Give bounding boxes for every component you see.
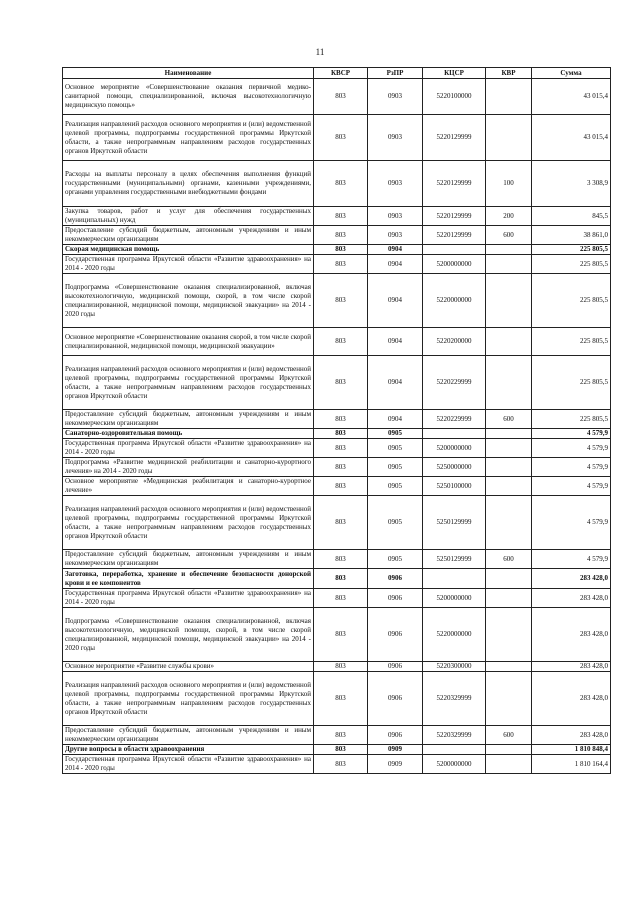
row-sum: 225 805,5 [532,274,611,328]
header-sum: Сумма [532,68,611,79]
row-kcsr: 5220100000 [423,79,486,115]
row-sum: 38 861,0 [532,226,611,245]
row-kcsr: 5220000000 [423,274,486,328]
table-row [63,569,611,589]
row-name: Предоставление субсидий бюджетным, автономным учреждениям и иным некоммерческим организациям [63,226,314,245]
row-kvr [486,745,532,755]
row-kcsr: 5200000000 [423,755,486,774]
row-name: Основное мероприятие «Развитие службы крови» [63,662,314,672]
table-row [63,226,611,245]
row-kvr [486,429,532,439]
table-row [63,608,611,662]
table-row [63,328,611,356]
header-kcsr: КЦСР [423,68,486,79]
row-sum: 43 015,4 [532,79,611,115]
row-kvr [486,569,532,589]
row-name: Подпрограмма «Совершенствование оказания специализированной, включая высокотехнологичную, медицинской помощи, скорой, в том числе скорой специализированной, медицинской помощи, медицинской эвакуации» на 2014 - 2020 годы [63,274,314,328]
row-kvsr: 803 [314,328,368,356]
row-kvsr: 803 [314,608,368,662]
row-name: Государственная программа Иркутской области «Развитие здравоохранения» на 2014 - 2020 годы [63,439,314,458]
table-header-row [63,68,611,79]
row-name: Заготовка, переработка, хранение и обеспечение безопасности донорской крови и ее компонентов [63,569,314,589]
table-row [63,589,611,608]
row-rzpr: 0906 [368,608,423,662]
row-kcsr [423,429,486,439]
row-kvr: 600 [486,550,532,569]
row-sum: 225 805,5 [532,245,611,255]
row-kvsr: 803 [314,410,368,429]
row-rzpr: 0904 [368,328,423,356]
row-kcsr: 5200000000 [423,255,486,274]
row-kvsr: 803 [314,755,368,774]
row-sum: 283 428,0 [532,672,611,726]
row-name: Предоставление субсидий бюджетным, автономным учреждениям и иным некоммерческим организациям [63,726,314,745]
row-name: Предоставление субсидий бюджетным, автономным учреждениям и иным некоммерческим организациям [63,410,314,429]
row-kcsr: 5220000000 [423,608,486,662]
row-kcsr: 5220200000 [423,328,486,356]
table-row [63,550,611,569]
row-kvr [486,328,532,356]
row-kvr: 600 [486,726,532,745]
row-rzpr: 0909 [368,745,423,755]
row-rzpr: 0904 [368,356,423,410]
row-name: Другие вопросы в области здравоохранения [63,745,314,755]
row-name: Подпрограмма «Развитие медицинской реабилитации и санаторно-курортного лечения» на 2014 - 2020 годы [63,458,314,477]
table-row [63,439,611,458]
row-kvsr: 803 [314,745,368,755]
row-rzpr: 0906 [368,726,423,745]
row-kvsr: 803 [314,115,368,161]
row-rzpr: 0904 [368,255,423,274]
row-kvr: 200 [486,207,532,226]
row-kvsr: 803 [314,726,368,745]
row-kcsr: 5250100000 [423,477,486,496]
row-kvr: 600 [486,226,532,245]
row-name: Предоставление субсидий бюджетным, автономным учреждениям и иным некоммерческим организациям [63,550,314,569]
row-kvr [486,79,532,115]
row-sum: 4 579,9 [532,550,611,569]
row-rzpr: 0906 [368,569,423,589]
row-sum: 225 805,5 [532,328,611,356]
row-kcsr: 5200000000 [423,589,486,608]
row-kvsr: 803 [314,79,368,115]
row-kcsr: 5220329999 [423,672,486,726]
row-sum: 845,5 [532,207,611,226]
row-rzpr: 0906 [368,662,423,672]
row-name: Государственная программа Иркутской области «Развитие здравоохранения» на 2014 - 2020 годы [63,255,314,274]
row-kvsr: 803 [314,550,368,569]
row-name: Основное мероприятие «Совершенствование оказания первичной медико-санитарной помощи, специализированной, включая высокотехнологичную медицинскую помощь» [63,79,314,115]
table-row [63,458,611,477]
row-kcsr: 5220229999 [423,410,486,429]
row-kvsr: 803 [314,589,368,608]
row-kcsr: 5250129999 [423,496,486,550]
row-kcsr [423,745,486,755]
row-kcsr: 5220129999 [423,226,486,245]
table-row [63,79,611,115]
row-sum: 283 428,0 [532,662,611,672]
row-sum: 1 810 848,4 [532,745,611,755]
table-row [63,245,611,255]
row-kcsr [423,569,486,589]
table-row [63,429,611,439]
row-kvr [486,755,532,774]
row-rzpr: 0903 [368,161,423,207]
row-kcsr: 5250000000 [423,458,486,477]
table-row [63,477,611,496]
row-kvr [486,274,532,328]
row-rzpr: 0905 [368,550,423,569]
row-kvr [486,356,532,410]
header-kvr: КВР [486,68,532,79]
row-sum: 4 579,9 [532,458,611,477]
row-kvsr: 803 [314,429,368,439]
row-sum: 225 805,5 [532,356,611,410]
table-row [63,755,611,774]
row-name: Реализация направлений расходов основного мероприятия и (или) ведомственной целевой программы, подпрограммы государственной программы Иркутской области, а также непрограммным направлениям расходов государственных органов Иркутской области [63,496,314,550]
row-sum: 4 579,9 [532,496,611,550]
row-rzpr: 0903 [368,79,423,115]
table-row [63,662,611,672]
row-rzpr: 0904 [368,245,423,255]
row-kvr: 600 [486,410,532,429]
row-kvr [486,477,532,496]
table-row [63,161,611,207]
row-sum: 283 428,0 [532,569,611,589]
row-kvsr: 803 [314,245,368,255]
row-rzpr: 0906 [368,589,423,608]
row-rzpr: 0903 [368,115,423,161]
row-kcsr: 5200000000 [423,439,486,458]
row-name: Государственная программа Иркутской области «Развитие здравоохранения» на 2014 - 2020 годы [63,755,314,774]
row-kvsr: 803 [314,226,368,245]
row-rzpr: 0904 [368,410,423,429]
row-kcsr [423,245,486,255]
row-kvr [486,662,532,672]
row-sum: 4 579,9 [532,429,611,439]
row-rzpr: 0905 [368,429,423,439]
row-name: Санаторно-оздоровительная помощь [63,429,314,439]
row-rzpr: 0904 [368,274,423,328]
row-kcsr: 5220129999 [423,161,486,207]
row-sum: 4 579,9 [532,439,611,458]
header-kvsr: КВСР [314,68,368,79]
row-kvsr: 803 [314,662,368,672]
row-kvr [486,245,532,255]
row-kcsr: 5220229999 [423,356,486,410]
row-kvr: 100 [486,161,532,207]
row-kvsr: 803 [314,496,368,550]
row-kvr [486,608,532,662]
page-number: 11 [315,47,325,57]
row-rzpr: 0903 [368,207,423,226]
table-row [63,207,611,226]
row-kvsr: 803 [314,439,368,458]
row-name: Государственная программа Иркутской области «Развитие здравоохранения» на 2014 - 2020 годы [63,589,314,608]
row-sum: 283 428,0 [532,726,611,745]
row-kvsr: 803 [314,458,368,477]
row-name: Основное мероприятие «Совершенствование оказания скорой, в том числе скорой специализированной, медицинской помощи, медицинской эвакуации» [63,328,314,356]
row-name: Скорая медицинская помощь [63,245,314,255]
table-row [63,726,611,745]
row-kcsr: 5250129999 [423,550,486,569]
row-kvr [486,496,532,550]
row-sum: 225 805,5 [532,410,611,429]
row-kvr [486,672,532,726]
row-sum: 1 810 164,4 [532,755,611,774]
row-rzpr: 0905 [368,477,423,496]
row-kvsr: 803 [314,569,368,589]
row-rzpr: 0905 [368,496,423,550]
row-kvsr: 803 [314,161,368,207]
row-sum: 225 805,5 [532,255,611,274]
budget-table [62,67,611,774]
row-kvr [486,439,532,458]
row-kvsr: 803 [314,356,368,410]
table-row [63,672,611,726]
row-kvr [486,458,532,477]
row-sum: 3 308,9 [532,161,611,207]
row-kvsr: 803 [314,255,368,274]
row-kvr [486,589,532,608]
row-name: Реализация направлений расходов основного мероприятия и (или) ведомственной целевой программы, подпрограммы государственной программы Иркутской области, а также непрограммным направлениям расходов государственных органов Иркутской области [63,672,314,726]
row-kcsr: 5220129999 [423,115,486,161]
row-kvr [486,255,532,274]
row-kcsr: 5220329999 [423,726,486,745]
table-row [63,410,611,429]
row-kvsr: 803 [314,672,368,726]
table-row [63,255,611,274]
row-rzpr: 0906 [368,672,423,726]
row-sum: 283 428,0 [532,608,611,662]
row-name: Закупка товаров, работ и услуг для обеспечения государственных (муниципальных) нужд [63,207,314,226]
row-kvr [486,115,532,161]
row-rzpr: 0903 [368,226,423,245]
row-name: Основное мероприятие «Медицинская реабилитация и санаторно-курортное лечение» [63,477,314,496]
row-kcsr: 5220300000 [423,662,486,672]
table-row [63,496,611,550]
row-kvsr: 803 [314,207,368,226]
row-kvsr: 803 [314,274,368,328]
row-rzpr: 0909 [368,755,423,774]
row-sum: 43 015,4 [532,115,611,161]
row-name: Расходы на выплаты персоналу в целях обеспечения выполнения функций государственными (муниципальными) органами, казенными учреждениями, органами управления государственными внебюджетными фондами [63,161,314,207]
table-row [63,274,611,328]
row-sum: 4 579,9 [532,477,611,496]
row-kcsr: 5220129999 [423,207,486,226]
row-name: Реализация направлений расходов основного мероприятия и (или) ведомственной целевой программы, подпрограммы государственной программы Иркутской области, а также непрограммным направлениям расходов государственных органов Иркутской области [63,356,314,410]
table-row [63,356,611,410]
row-kvsr: 803 [314,477,368,496]
row-name: Реализация направлений расходов основного мероприятия и (или) ведомственной целевой программы, подпрограммы государственной программы Иркутской области, а также непрограммным направлениям расходов государственных органов Иркутской области [63,115,314,161]
row-rzpr: 0905 [368,439,423,458]
table-row [63,745,611,755]
header-name: Наименование [63,68,314,79]
table-row [63,115,611,161]
row-sum: 283 428,0 [532,589,611,608]
row-name: Подпрограмма «Совершенствование оказания специализированной, включая высокотехнологичную, медицинской помощи, скорой, в том числе скорой специализированной, медицинской помощи, медицинской эвакуации» на 2014 - 2020 годы [63,608,314,662]
row-rzpr: 0905 [368,458,423,477]
header-rzpr: РзПР [368,68,423,79]
